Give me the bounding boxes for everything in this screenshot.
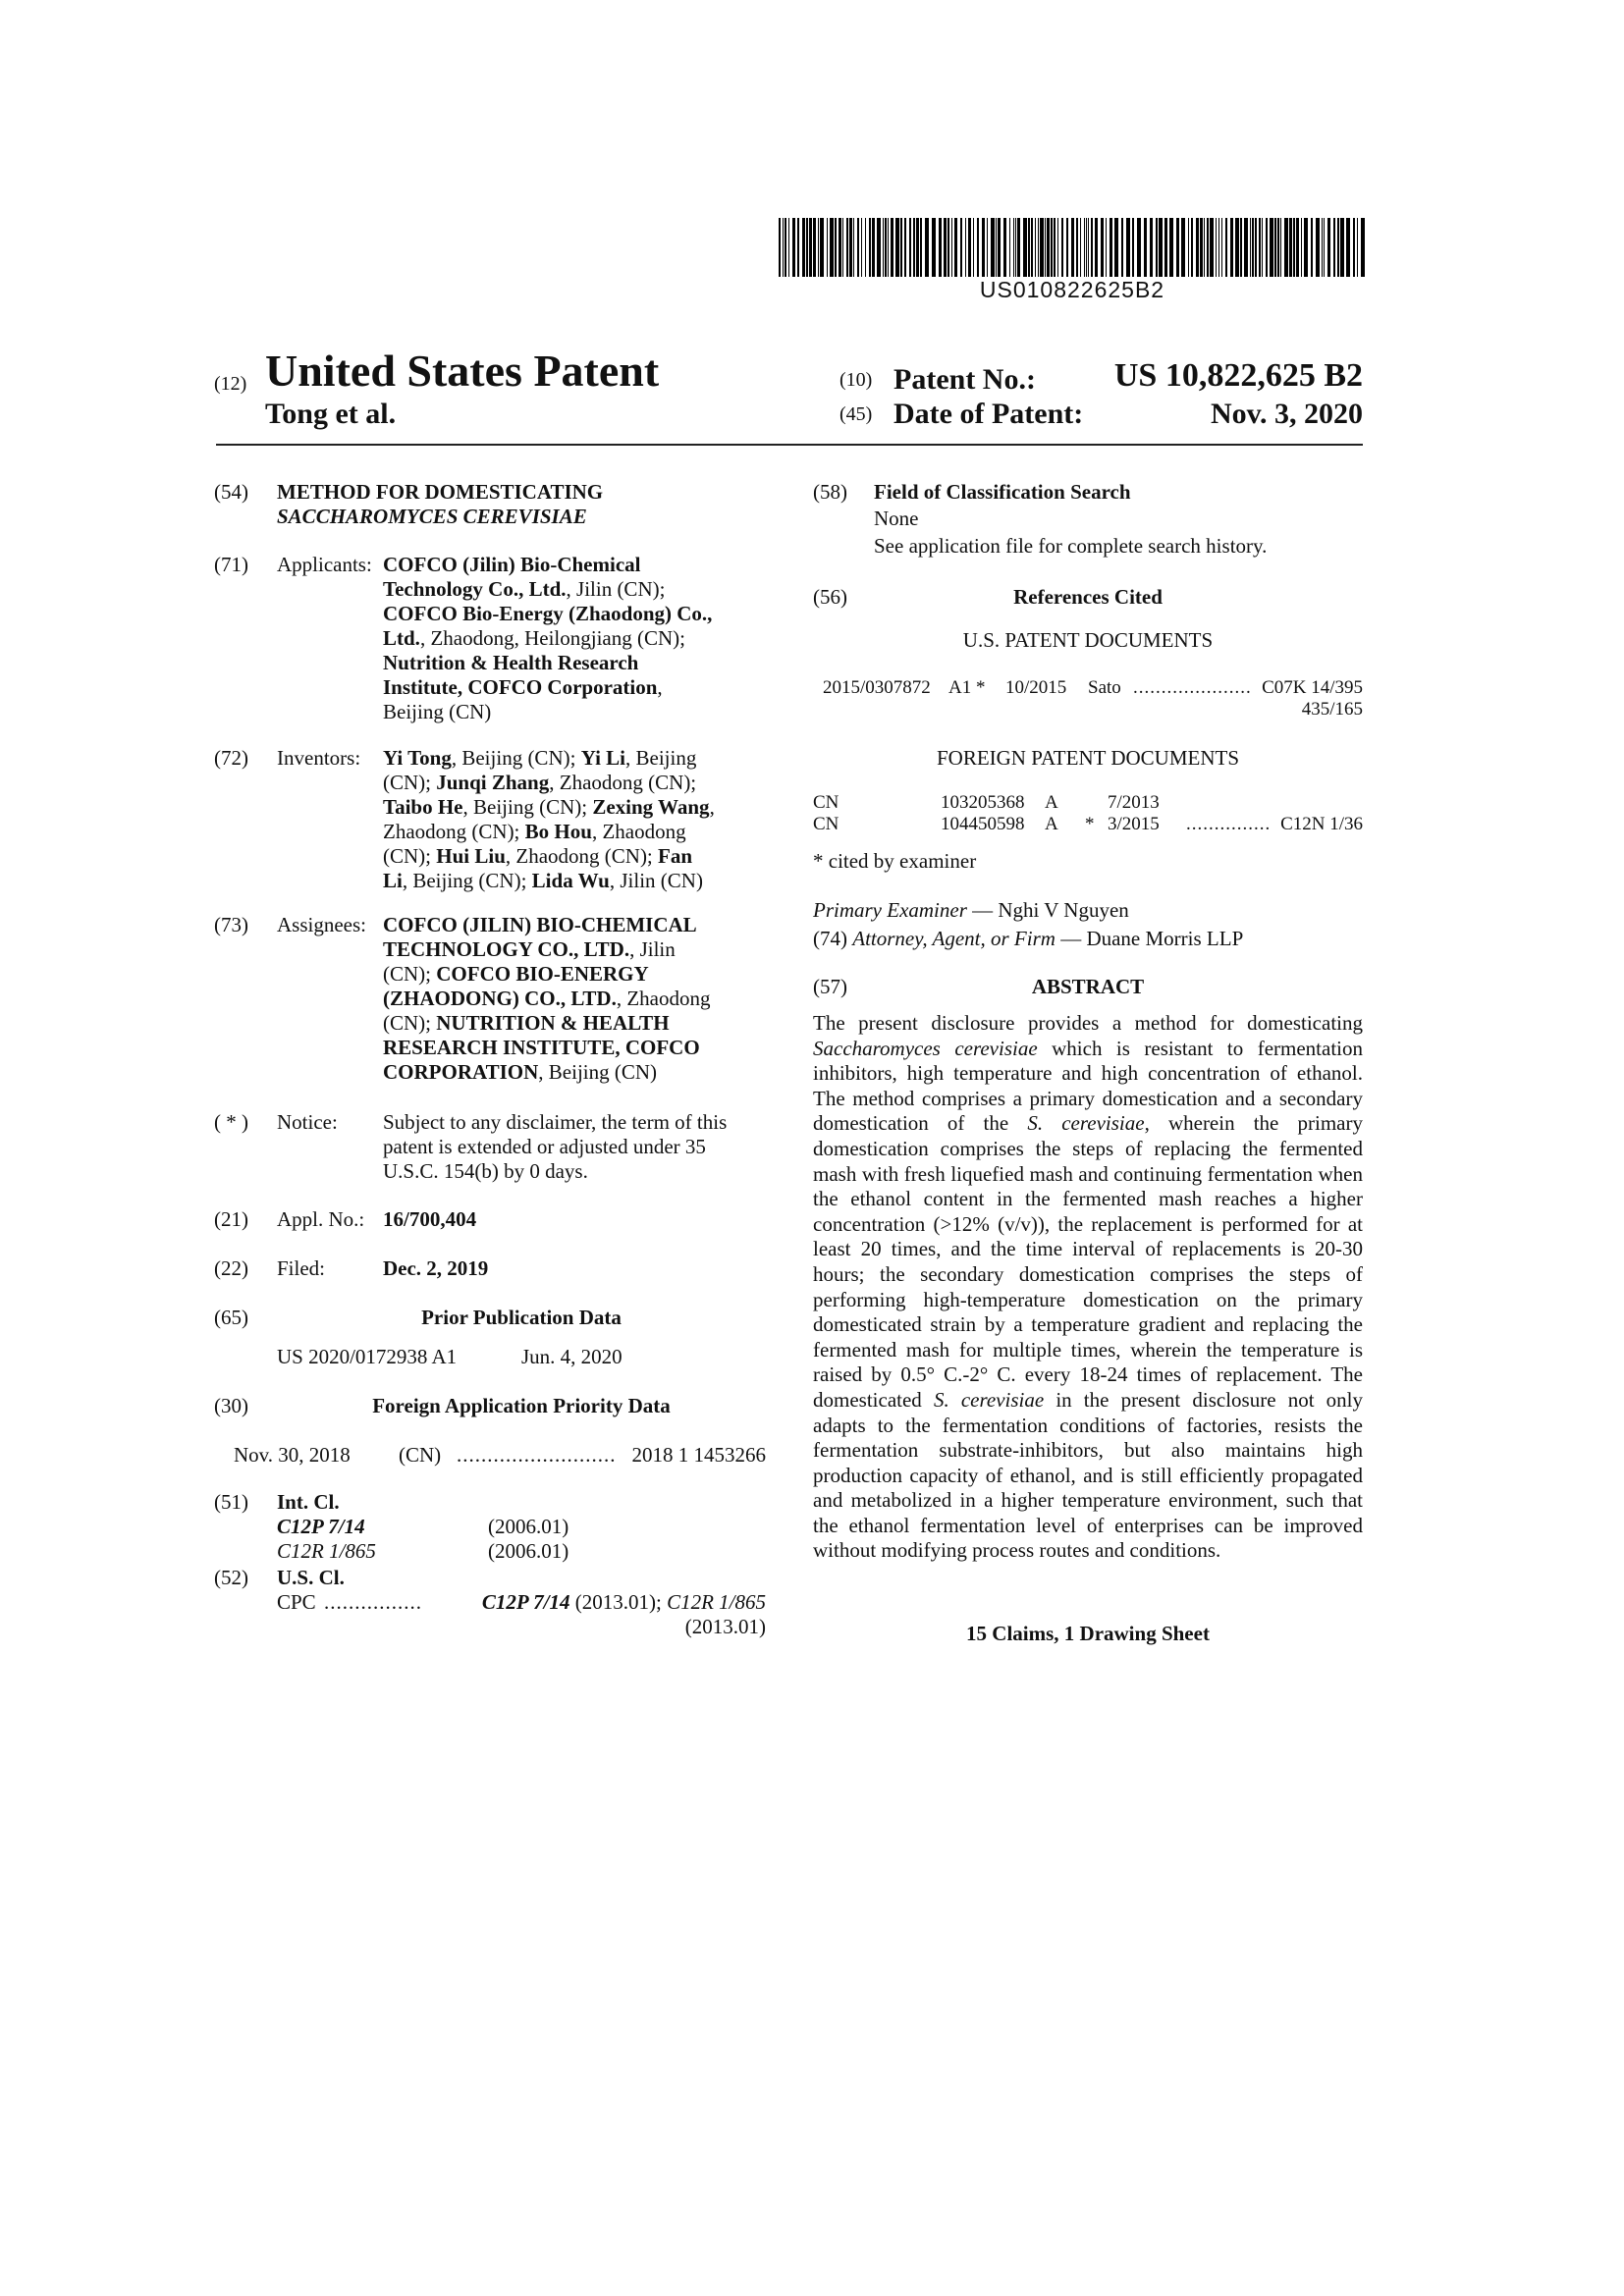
attorney-dash: — <box>1055 927 1087 950</box>
us-patent-documents-heading: U.S. PATENT DOCUMENTS <box>962 628 1214 652</box>
inventor-location: , Zhaodong <box>591 820 686 843</box>
us-ref-class: C07K 14/395 <box>1262 677 1363 698</box>
us-ref-name: Sato <box>1088 677 1121 698</box>
applicant-3-location: Beijing (CN) <box>383 700 492 723</box>
inventor-location: , Beijing <box>625 746 697 770</box>
invention-title-line1: METHOD FOR DOMESTICATING <box>277 480 604 504</box>
assignees-list <box>383 913 776 1085</box>
abstract-text-part: The present disclosure provides a method for domesticating <box>813 1011 1363 1035</box>
applicant-2-name: COFCO Bio-Energy (Zhaodong) Co., <box>383 602 713 625</box>
assignee-line: COFCO BIO-ENERGY <box>436 962 649 986</box>
foreign-ref-class: C12N 1/36 <box>1280 814 1363 834</box>
prior-publication-heading: Prior Publication Data <box>421 1306 622 1329</box>
notice-code: ( * ) <box>214 1110 248 1134</box>
inid-code-65: (65) <box>214 1306 248 1329</box>
barcode-image <box>779 218 1366 277</box>
field-of-search-heading: Field of Classification Search <box>874 480 1131 504</box>
barcode-number: US010822625B2 <box>979 277 1165 302</box>
field-of-search-value: None <box>874 507 919 530</box>
notice-line: U.S.C. 154(b) by 0 days. <box>383 1159 588 1183</box>
cpc-class: C12P 7/14 <box>481 1590 570 1614</box>
us-ref-number: 2015/0307872 <box>823 677 931 698</box>
us-ref-class-secondary: 435/165 <box>1301 699 1363 720</box>
appl-no-label: Appl. No.: <box>277 1207 365 1231</box>
abstract-text-part: , wherein the primary domestication comprises the steps of replacing the fermented mash with fresh liquefied mash and continuing fermentation when the ethanol content in the fermented mash reaches a higher concentration (>12% (v/v)), the replacement is performed for at least 20 times, and the time interval of replacements is 20-30 hours; the secondary domestication comprises the steps of performing high-temperature domestication on the primary domesticated strain by a temperature gradient and replacing the fermented mash for multiple times, wherein the temperature is raised by 0.5° C.-2° C. every 18-24 times of replacement. The domesticated <box>813 1111 1363 1412</box>
invention-title-line2: SACCHAROMYCES CEREVISIAE <box>277 505 587 528</box>
examiner-dash: — <box>966 898 999 922</box>
foreign-ref-star: * <box>1085 814 1095 834</box>
abstract-heading: ABSTRACT <box>1031 975 1145 998</box>
date-of-patent-label: Date of Patent: <box>893 398 1084 430</box>
applicant-1-name: COFCO (Jilin) Bio-Chemical <box>383 553 641 576</box>
notice-line: patent is extended or adjusted under 35 <box>383 1135 706 1158</box>
abstract-text-part: in the present disclosure not only adapts to the fermentation conditions of factories, resists the fermentation substrate-inhibitors, but also maintains high production capacity of ethanol, and is still efficiently propagated and metabolized in a higher temperature environment, such that the ethanol fermentation level of enterprises can be improved without modifying process routes and conditions. <box>813 1387 1364 1563</box>
int-cl-class: C12P 7/14 <box>277 1515 365 1538</box>
abstract-text <box>813 1011 1363 1564</box>
inventor-location: (CN); <box>383 771 437 794</box>
references-cited-heading: References Cited <box>1013 585 1163 609</box>
assignee-line: TECHNOLOGY CO., LTD. <box>383 937 630 961</box>
inventor-location: , Beijing (CN); <box>451 746 581 770</box>
cpc-version: (2013.01) <box>684 1615 766 1638</box>
applicant-3-name-cont: Institute, COFCO Corporation <box>383 675 658 699</box>
int-cl-class: C12R 1/865 <box>277 1539 376 1563</box>
inventors-list <box>383 746 776 893</box>
abstract-text-italic: S. cerevisiae <box>933 1387 1045 1412</box>
inventor-location: (CN); <box>383 844 437 868</box>
abstract-text-part: which is resistant to fermentation inhibitors, high temperature and high concentration of ethanol. The method comprises a primary domestication and a secondary domestication of the <box>813 1036 1363 1136</box>
attorney <box>813 927 1243 951</box>
foreign-ref-leader-dots: ............... <box>1186 814 1272 834</box>
assignee-location: , Zhaodong <box>616 987 711 1010</box>
cpc-label: CPC <box>277 1590 316 1614</box>
foreign-ref-number: 104450598 <box>941 814 1025 834</box>
foreign-ref-kind: A <box>1045 792 1058 813</box>
assignee-location: , Jilin <box>629 937 676 961</box>
applicant-3-separator: , <box>657 675 663 699</box>
cpc-class: C12R 1/865 <box>667 1590 766 1614</box>
foreign-priority-heading: Foreign Application Priority Data <box>372 1394 671 1417</box>
inventor-name: Yi Li <box>580 746 625 770</box>
first-inventor-et-al: Tong et al. <box>265 398 397 430</box>
inventor-name: Hui Liu <box>436 844 506 868</box>
inid-code-21: (21) <box>214 1207 248 1231</box>
applicant-2-name-cont: Ltd. <box>383 626 420 650</box>
inid-code-10: (10) <box>839 369 873 391</box>
priority-country: (CN) <box>399 1443 442 1467</box>
inventor-location: , Zhaodong (CN); <box>505 844 659 868</box>
inventor-name: Li <box>383 869 403 892</box>
assignee-location: (CN); <box>383 1011 437 1035</box>
prior-publication-number: US 2020/0172938 A1 <box>277 1345 458 1368</box>
inid-code-52: (52) <box>214 1566 248 1589</box>
inventor-location: , Jilin (CN) <box>609 869 703 892</box>
attorney-label: Attorney, Agent, or Firm <box>852 927 1056 950</box>
cpc-version: (2013.01); <box>569 1590 668 1614</box>
applicants-list <box>383 553 776 724</box>
inid-code-12: (12) <box>214 373 247 395</box>
inid-code-22: (22) <box>214 1256 248 1280</box>
foreign-ref-date: 3/2015 <box>1108 814 1160 834</box>
header-divider <box>216 444 1363 446</box>
patent-number-label: Patent No.: <box>893 363 1036 396</box>
us-ref-kind: A1 * <box>948 677 986 698</box>
inventor-location: , Zhaodong (CN); <box>549 771 697 794</box>
inventor-name: Zexing Wang <box>592 795 710 819</box>
primary-examiner-label: Primary Examiner <box>813 898 967 922</box>
inid-code-45: (45) <box>839 403 873 425</box>
inventor-name: Bo Hou <box>524 820 592 843</box>
filed-value: Dec. 2, 2019 <box>383 1256 489 1280</box>
assignee-line: COFCO (JILIN) BIO-CHEMICAL <box>383 913 697 936</box>
us-ref-date: 10/2015 <box>1005 677 1067 698</box>
field-of-search-note: See application file for complete search history. <box>874 534 1268 558</box>
assignee-location: (CN); <box>383 962 437 986</box>
us-cl-heading: U.S. Cl. <box>277 1566 345 1589</box>
priority-date: Nov. 30, 2018 <box>234 1443 351 1467</box>
inventor-location: , Beijing (CN); <box>402 869 532 892</box>
inid-code-73: (73) <box>214 913 248 936</box>
assignee-line: CORPORATION <box>383 1060 539 1084</box>
notice-text <box>383 1110 776 1184</box>
inventor-name: Taibo He <box>383 795 463 819</box>
priority-leader-dots: .......................... <box>457 1443 617 1467</box>
inventor-location: Zhaodong (CN); <box>383 820 525 843</box>
inid-code-51: (51) <box>214 1490 248 1514</box>
us-ref-leader-dots: ..................... <box>1133 677 1252 698</box>
assignee-line: RESEARCH INSTITUTE, COFCO <box>383 1036 700 1059</box>
appl-no-value: 16/700,404 <box>383 1207 477 1231</box>
prior-publication-date: Jun. 4, 2020 <box>521 1345 623 1368</box>
foreign-ref-country: CN <box>813 814 839 834</box>
assignee-line: NUTRITION & HEALTH <box>436 1011 670 1035</box>
inid-code-72: (72) <box>214 746 248 770</box>
foreign-patent-documents-heading: FOREIGN PATENT DOCUMENTS <box>936 746 1240 770</box>
assignees-label: Assignees: <box>277 913 366 936</box>
inid-code-57: (57) <box>813 975 847 998</box>
foreign-ref-date: 7/2013 <box>1108 792 1160 813</box>
applicant-1-location: , Jilin (CN); <box>566 577 666 601</box>
inventor-separator: , <box>709 795 715 819</box>
int-cl-version: (2006.01) <box>488 1539 569 1563</box>
int-cl-heading: Int. Cl. <box>277 1490 340 1514</box>
inventor-name: Lida Wu <box>531 869 610 892</box>
inid-code-71: (71) <box>214 553 248 576</box>
inid-code-56: (56) <box>813 585 847 609</box>
claims-summary: 15 Claims, 1 Drawing Sheet <box>966 1622 1210 1645</box>
inid-code-54: (54) <box>214 480 248 504</box>
foreign-ref-country: CN <box>813 792 839 813</box>
inventor-location: , Beijing (CN); <box>462 795 593 819</box>
applicants-label: Applicants: <box>277 553 372 576</box>
assignee-line: (ZHAODONG) CO., LTD. <box>383 987 617 1010</box>
abstract-text-italic: S. cerevisiae <box>1027 1111 1145 1136</box>
inventors-label: Inventors: <box>277 746 361 770</box>
inid-code-58: (58) <box>813 480 847 504</box>
applicant-2-location: , Zhaodong, Heilongjiang (CN); <box>419 626 685 650</box>
abstract-text-italic: Saccharomyces cerevisiae <box>813 1036 1038 1060</box>
inventor-name: Junqi Zhang <box>436 771 550 794</box>
patent-number: US 10,822,625 B2 <box>1113 357 1363 394</box>
document-type-title: United States Patent <box>265 346 660 396</box>
applicant-1-name-cont: Technology Co., Ltd. <box>383 577 567 601</box>
primary-examiner <box>813 898 1129 923</box>
assignee-location: , Beijing (CN) <box>538 1060 658 1084</box>
date-of-patent: Nov. 3, 2020 <box>1210 398 1363 430</box>
int-cl-version: (2006.01) <box>488 1515 569 1538</box>
cpc-leader-dots: ................ <box>324 1590 422 1614</box>
notice-label: Notice: <box>277 1110 338 1134</box>
cited-by-examiner-note: * cited by examiner <box>813 849 977 873</box>
cpc-classes <box>432 1590 766 1615</box>
attorney-name: Duane Morris LLP <box>1086 927 1244 950</box>
inid-code-74: (74) <box>813 927 847 950</box>
applicant-3-name: Nutrition & Health Research <box>383 651 639 674</box>
notice-line: Subject to any disclaimer, the term of this <box>383 1110 728 1134</box>
primary-examiner-name: Nghi V Nguyen <box>998 898 1129 922</box>
inventor-name: Fan <box>658 844 693 868</box>
foreign-ref-number: 103205368 <box>941 792 1025 813</box>
inid-code-30: (30) <box>214 1394 248 1417</box>
priority-number: 2018 1 1453266 <box>631 1443 766 1467</box>
filed-label: Filed: <box>277 1256 326 1280</box>
foreign-ref-kind: A <box>1045 814 1058 834</box>
inventor-name: Yi Tong <box>383 746 452 770</box>
